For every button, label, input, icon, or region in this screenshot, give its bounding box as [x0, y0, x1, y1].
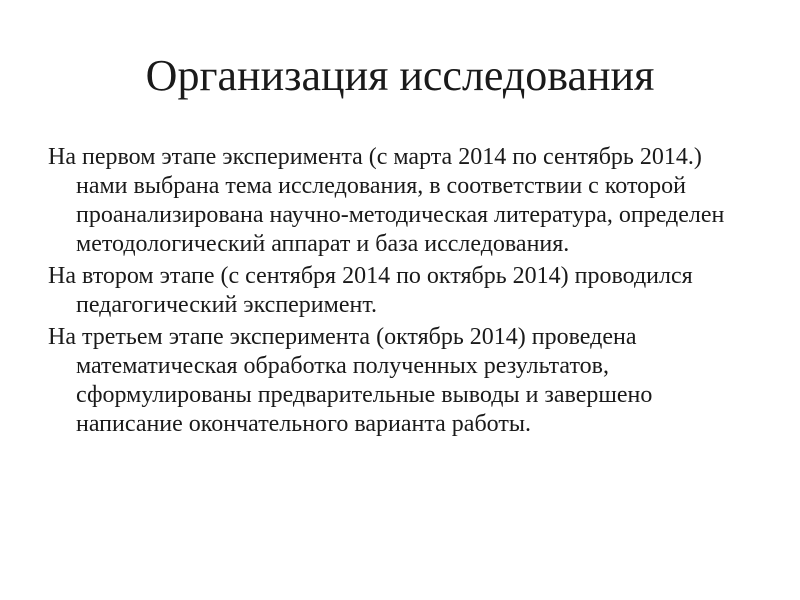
paragraph-stage-1: На первом этапе эксперимента (с марта 2014 по сентябрь 2014.) нами выбрана тема исследования, в соответствии с которой проанализирована научно-методическая литература, определен методологический аппарат и база исследования.: [48, 144, 725, 257]
slide-body-text: [48, 143, 738, 442]
slide-title: Организация исследования: [145, 51, 655, 100]
paragraph-stage-3: На третьем этапе эксперимента (октябрь 2014) проведена математическая обработка полученных результатов, сформулированы предварительные выводы и завершено написание окончательного варианта работы.: [48, 324, 653, 437]
paragraph-stage-2: На втором этапе (с сентября 2014 по октябрь 2014) проводился педагогический эксперимент.: [48, 263, 693, 318]
